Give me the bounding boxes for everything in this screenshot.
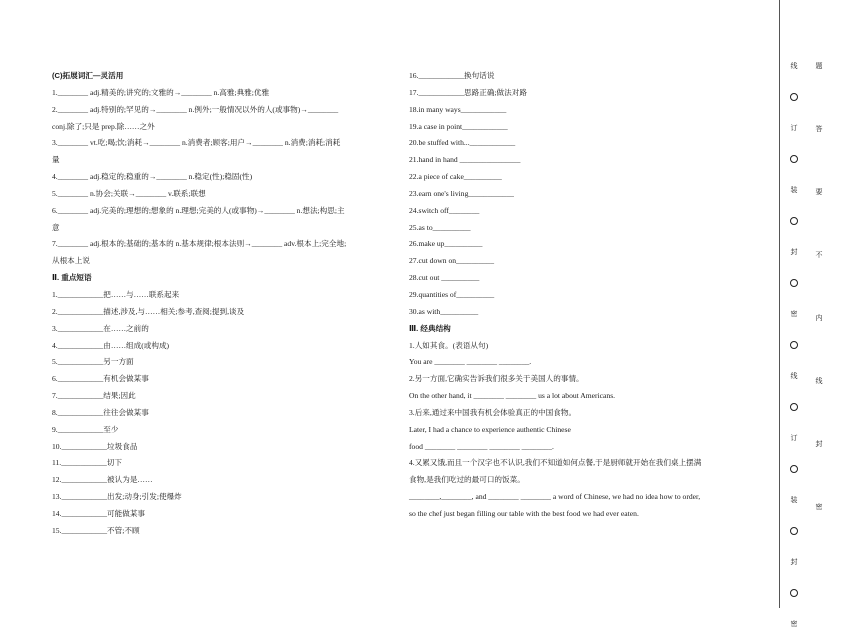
- binding-label: 封: [790, 558, 798, 566]
- right-line: 22.a piece of cake__________: [409, 172, 502, 182]
- binding-strip-outer: [787, 0, 801, 628]
- left-column: [52, 68, 400, 540]
- left-line: 10.____________垃圾食品: [52, 441, 138, 451]
- left-line: 15.____________不管;不顾: [52, 525, 140, 535]
- binding-hole-icon: [787, 341, 801, 351]
- right-section-heading: Ⅲ. 经典结构: [409, 323, 451, 333]
- circle-icon: [790, 93, 798, 101]
- left-line: 意: [52, 222, 60, 232]
- right-line: 食物,是我们吃过的最可口的饭菜。: [409, 475, 525, 485]
- binding-hole-icon: [787, 217, 801, 227]
- left-section-heading: (C)拓展词汇—灵活用: [52, 71, 124, 80]
- binding-hole-icon: [787, 93, 801, 103]
- binding-label: 订: [790, 124, 798, 132]
- left-line: 3.____________在……之前的: [52, 323, 149, 333]
- right-line: 26.make up__________: [409, 239, 483, 249]
- left-line: 1.________ adj.精美的;讲究的;文雅的→________ n.高雅;典雅;优雅: [52, 87, 270, 97]
- binding-strip-inner: [812, 0, 826, 608]
- right-line: 1.人如其食。(表语从句): [409, 340, 489, 350]
- left-line: 5.________ n.协会;关联→________ v.联系;联想: [52, 188, 206, 198]
- left-line: 14.____________可能做某事: [52, 508, 146, 518]
- binding-label: 答: [815, 125, 823, 133]
- binding-divider-line: [779, 0, 780, 608]
- left-line: 4.____________由……组成(或构成): [52, 340, 170, 350]
- circle-icon: [790, 527, 798, 535]
- left-line: 从根本上说: [52, 256, 90, 266]
- right-line: 2.另一方面,它确实告诉我们很多关于美国人的事情。: [409, 374, 584, 384]
- left-line: conj.除了;只是 prep.除……之外: [52, 121, 155, 131]
- binding-hole-icon: [787, 589, 801, 599]
- left-line: 2.____________描述,涉及,与……相关;参考,查阅;提到,谈及: [52, 306, 245, 316]
- binding-label: 封: [790, 248, 798, 256]
- binding-label: 密: [790, 620, 798, 628]
- right-line: 17.____________思路正确;做法对路: [409, 87, 527, 97]
- circle-icon: [790, 465, 798, 473]
- right-line: 4.又累又饿,而且一个汉字也不认识,我们不知道如何点餐,于是厨师就开始在我们桌上摆满: [409, 458, 702, 468]
- left-line: 量: [52, 155, 60, 165]
- right-line: 27.cut down on__________: [409, 256, 495, 266]
- right-line: 19.a case in point____________: [409, 121, 508, 131]
- binding-label: 要: [815, 188, 823, 196]
- right-line: food ________ ________ ________ ________.: [409, 441, 554, 451]
- binding-label: 不: [815, 251, 823, 259]
- left-line: 7.____________结果;因此: [52, 391, 136, 401]
- right-line: 29.quantities of__________: [409, 289, 495, 299]
- circle-icon: [790, 155, 798, 163]
- binding-label: 装: [790, 496, 798, 504]
- right-line: 3.后来,通过来中国我有机会体验真正的中国食物。: [409, 407, 577, 417]
- left-line: 9.____________至少: [52, 424, 119, 434]
- circle-icon: [790, 403, 798, 411]
- right-line: so the chef just began filling our table with the best food we had ever eaten.: [409, 508, 639, 518]
- left-section-heading: Ⅱ. 重点短语: [52, 273, 92, 283]
- circle-icon: [790, 279, 798, 287]
- right-line: ________,________, and ________ ________ a word of Chinese, we had no idea how to order,: [409, 492, 701, 502]
- left-line: 2.________ adj.特别的;罕见的→________ n.例外;一般情况以外的人(或事物)→________: [52, 104, 339, 114]
- binding-label: 题: [815, 62, 823, 70]
- binding-hole-icon: [787, 155, 801, 165]
- right-line: 18.in many ways____________: [409, 104, 507, 114]
- left-line: 8.____________往往会做某事: [52, 407, 149, 417]
- binding-hole-icon: [787, 465, 801, 475]
- left-line: 6.____________有机会做某事: [52, 374, 149, 384]
- circle-icon: [790, 341, 798, 349]
- binding-label: 密: [790, 310, 798, 318]
- right-line: 24.switch off________: [409, 205, 480, 215]
- right-column: [409, 68, 761, 523]
- left-line: 4.________ adj.稳定的;稳重的→________ n.稳定(性);稳固(性): [52, 172, 253, 182]
- binding-hole-icon: [787, 279, 801, 289]
- right-line: 25.as to__________: [409, 222, 471, 232]
- circle-icon: [790, 589, 798, 597]
- left-line: 3.________ vt.吃;喝;饮;消耗→________ n.消费者;顾客;用户→________ n.消费;消耗;消耗: [52, 138, 341, 148]
- right-line: 28.cut out __________: [409, 273, 480, 283]
- right-line: 16.____________换句话说: [409, 71, 495, 80]
- binding-label: 线: [790, 62, 798, 70]
- left-line: 13.____________出发;动身;引发;使爆炸: [52, 492, 182, 502]
- left-line: 6.________ adj.完美的;理想的;想象的 n.理想;完美的人(或事物)→________ n.想法;构思;主: [52, 205, 345, 215]
- binding-label: 内: [815, 314, 823, 322]
- binding-label: 密: [815, 503, 823, 511]
- right-line: 30.as with__________: [409, 306, 479, 316]
- right-line: You are ________ ________ ________.: [409, 357, 532, 367]
- left-line: 1.____________把……与……联系起来: [52, 289, 180, 299]
- binding-label: 封: [815, 440, 823, 448]
- right-line: On the other hand, it ________ ________ us a lot about Americans.: [409, 391, 616, 401]
- right-line: 20.be stuffed with...____________: [409, 138, 516, 148]
- binding-label: 线: [815, 377, 823, 385]
- left-line: 7.________ adj.根本的;基础的;基本的 n.基本规律;根本法则→________ adv.根本上;完全地;: [52, 239, 347, 249]
- right-line: 21.hand in hand ________________: [409, 155, 521, 165]
- circle-icon: [790, 217, 798, 225]
- right-line: 23.earn one's living____________: [409, 188, 514, 198]
- left-line: 12.____________被认为是……: [52, 475, 153, 485]
- left-line: 5.____________另一方面: [52, 357, 134, 367]
- binding-label: 订: [790, 434, 798, 442]
- binding-hole-icon: [787, 527, 801, 537]
- right-line: Later, I had a chance to experience authentic Chinese: [409, 424, 571, 434]
- binding-label: 线: [790, 372, 798, 380]
- binding-label: 装: [790, 186, 798, 194]
- left-line: 11.____________切下: [52, 458, 122, 468]
- binding-hole-icon: [787, 403, 801, 413]
